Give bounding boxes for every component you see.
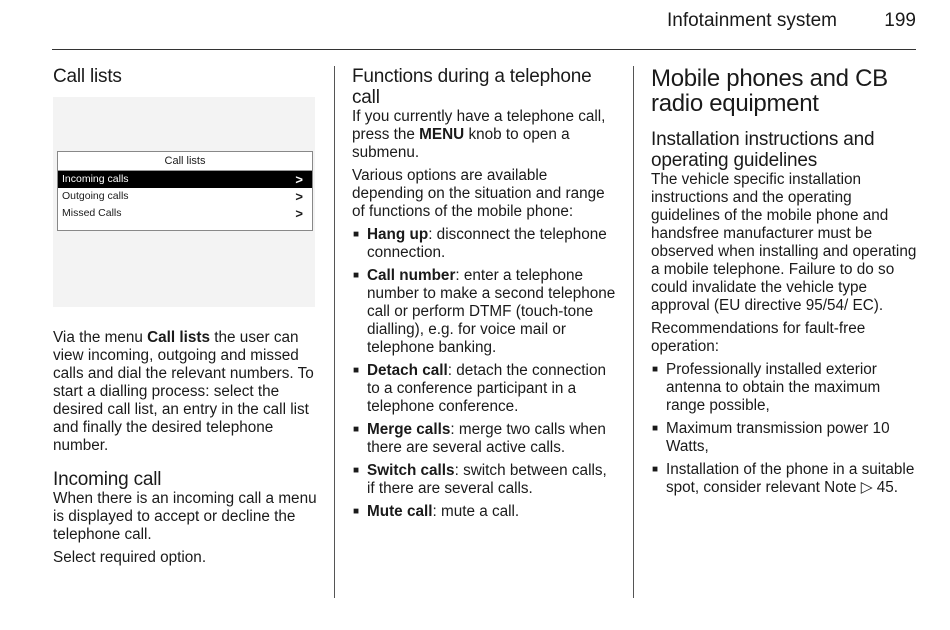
section-title: Infotainment system xyxy=(666,10,837,31)
section-heading: Functions during a telephone call xyxy=(352,66,592,108)
section-heading: Call lists xyxy=(53,66,122,87)
header-divider xyxy=(52,49,916,50)
column-divider xyxy=(633,66,634,598)
page-reference[interactable]: 45. xyxy=(872,479,898,496)
list-item: ■ Detach call: detach the connection to a conference participant in a telephone conference. xyxy=(352,362,618,416)
recommendation-list xyxy=(651,361,921,497)
paragraph: Via the menu Call lists the user can view incoming, outgoing and missed calls and dial the relevant numbers. To start a dialling process: select the desired call list, an entry in the call list and finally the desired telephone number. xyxy=(53,329,314,454)
reference-arrow-icon: ▷ xyxy=(860,479,873,496)
call-lists-menu xyxy=(57,151,313,231)
list-item: ■ Installation of the phone in a suitable spot, consider relevant Note ▷ 45. xyxy=(651,461,921,497)
function-list xyxy=(352,226,618,521)
column-middle xyxy=(352,66,618,526)
list-item: ■ Switch calls: switch between calls, if there are several calls. xyxy=(352,462,618,498)
list-item: ■ Merge calls: merge two calls when there are several active calls. xyxy=(352,421,618,457)
chevron-right-icon: > xyxy=(295,189,303,204)
paragraph: When there is an incoming call a menu is displayed to accept or decline the telephone call. xyxy=(53,490,317,543)
paragraph: If you currently have a telephone call, press the MENU knob to open a submenu. xyxy=(352,108,606,161)
display-screenshot xyxy=(53,97,315,307)
list-item: ■ Mute call: mute a call. xyxy=(352,503,618,521)
column-divider xyxy=(334,66,335,598)
list-item: ■ Professionally installed exterior antenna to obtain the maximum range possible, xyxy=(651,361,921,415)
paragraph: Recommendations for fault-free operation: xyxy=(651,320,866,355)
list-item: ■ Call number: enter a telephone number to make a second telephone call or perform DTMF (touch-tone dialling), e.g. for voice mail or telephone banking. xyxy=(352,267,618,357)
section-heading: Incoming call xyxy=(53,469,162,490)
list-item: ■ Hang up: disconnect the telephone connection. xyxy=(352,226,618,262)
menu-item-outgoing-calls: Outgoing calls > xyxy=(62,189,303,204)
paragraph: The vehicle specific installation instructions and the operating guidelines of the mobile phone and handsfree manufacturer must be observed when installing and operating a mobile telephone. Failure to do so could invalidate the vehicle type approval (EU directive 95/54/ EC). xyxy=(651,171,917,314)
chevron-right-icon: > xyxy=(295,206,303,221)
menu-item-missed-calls: Missed Calls > xyxy=(62,206,303,221)
paragraph: Various options are available depending on the situation and range of functions of the mobile phone: xyxy=(352,167,605,220)
menu-title: Call lists xyxy=(58,152,312,171)
column-right xyxy=(651,66,921,502)
paragraph: Select required option. xyxy=(53,549,207,566)
chevron-right-icon: > xyxy=(295,172,303,187)
column-left xyxy=(53,66,317,572)
menu-item-incoming-calls: Incoming calls > xyxy=(58,171,312,188)
list-item: ■ Maximum transmission power 10 Watts, xyxy=(651,420,921,456)
chapter-heading: Mobile phones and CB radio equipment xyxy=(651,65,888,117)
section-heading: Installation instructions and operating guidelines xyxy=(651,129,875,171)
page-number: 199 xyxy=(884,10,916,31)
